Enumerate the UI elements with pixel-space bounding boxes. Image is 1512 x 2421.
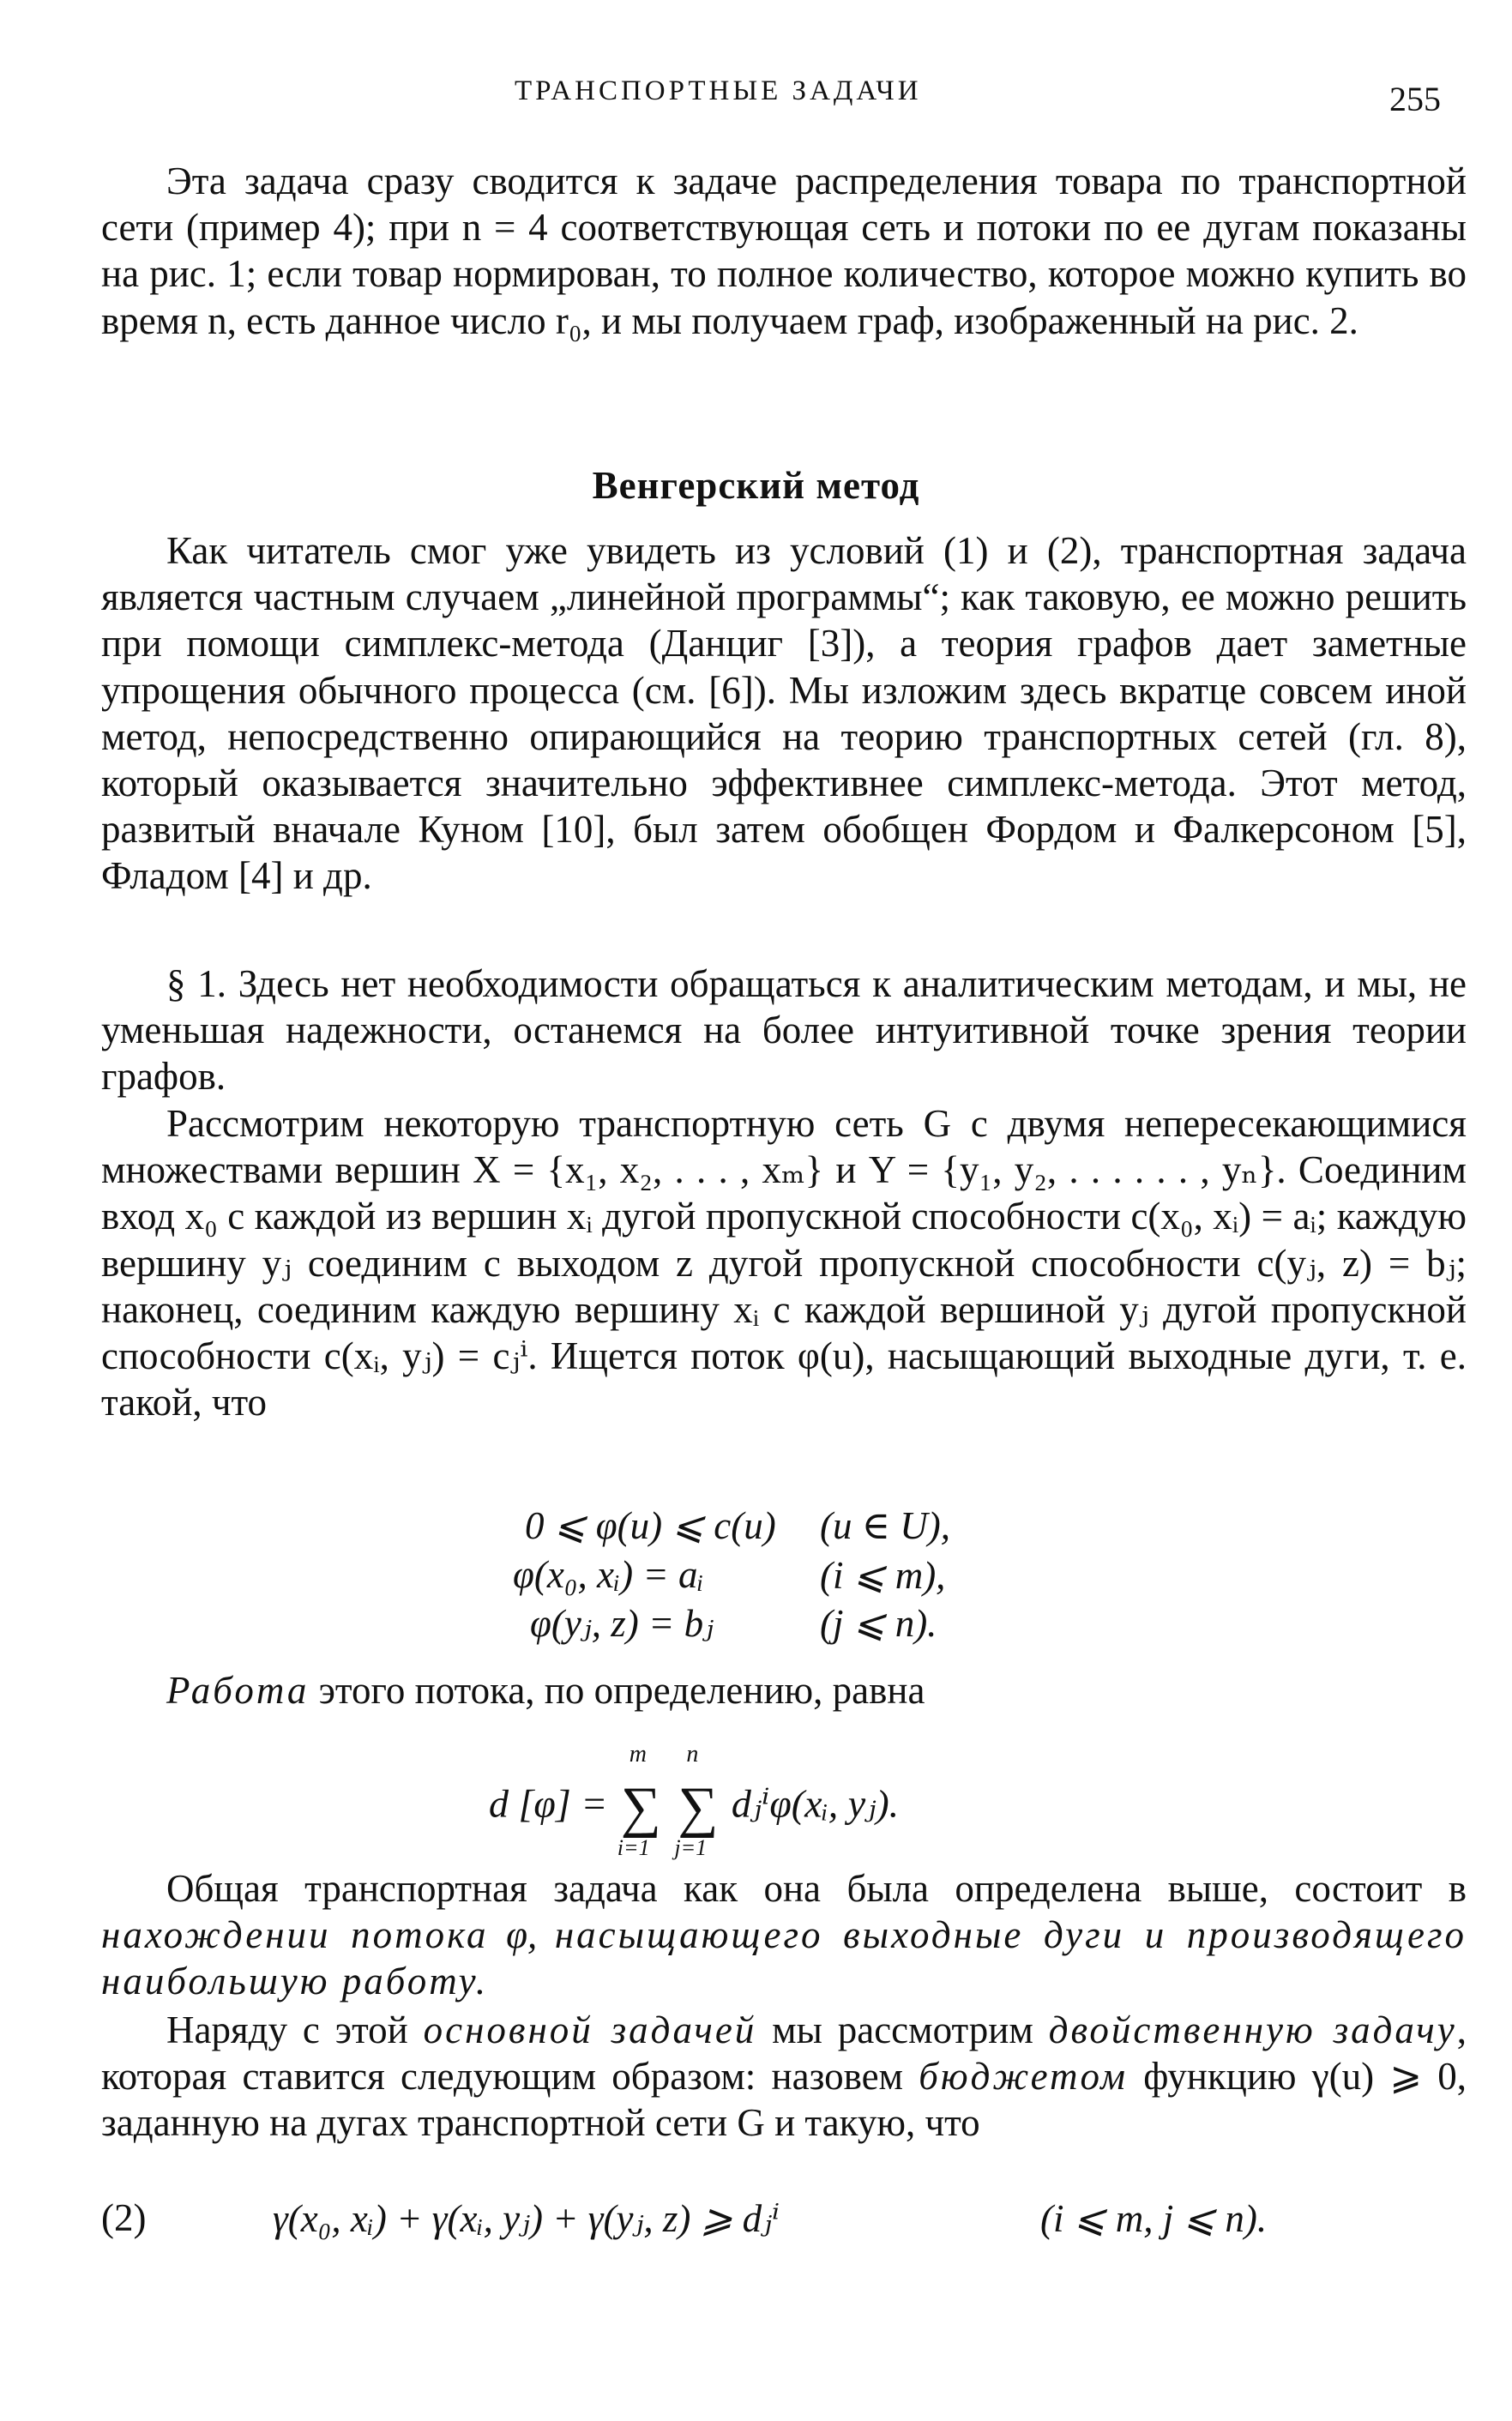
- general-text-mid: φ,: [488, 1913, 555, 1957]
- constraint-expr: φ(yⱼ, z) = bⱼ: [530, 1602, 714, 1645]
- equation-expr: γ(x₀, xᵢ) + γ(xᵢ, yⱼ) + γ(yⱼ, z) ⩾ dⱼⁱ: [273, 2197, 780, 2240]
- dual-emphasis-1: основной задачей: [423, 2008, 757, 2051]
- equation-cond: (i ⩽ m, j ⩽ n).: [1040, 2197, 1268, 2240]
- sum-symbol-i: ∑ m i=1: [617, 1741, 661, 1860]
- work-formula-summand: dⱼⁱφ(xᵢ, yⱼ).: [731, 1781, 900, 1826]
- network-paragraph: Рассмотрим некоторую транспортную сеть G с двумя непересекающимися множествами вершин X = {x₁, x₂, . . . , xₘ} и Y = {y₁, y₂, . . . . . . , yₙ}. Соединим вход x₀ с каждой из вершин xᵢ дугой пропускной способности c(x₀, xᵢ) = aᵢ; каждую вершину yⱼ соединим с выходом z дугой пропускной способности c(yⱼ, z) = bⱼ; наконец, соединим каждую вершину xᵢ с каждой вершиной yⱼ дугой пропускной способности c(xᵢ, yⱼ) = cⱼⁱ. Ищется поток φ(u), насыщающий выходные дуги, т. е. такой, что: [101, 1102, 1467, 1424]
- running-head: ТРАНСПОРТНЫЕ ЗАДАЧИ: [515, 75, 922, 106]
- dual-text-3: , которая ставится следующим образом: назовем: [101, 2008, 1467, 2099]
- sum-lower-limit: i=1: [617, 1835, 650, 1860]
- work-formula: [489, 1741, 900, 1860]
- constraint-expr: φ(x₀, xᵢ) = aᵢ: [513, 1553, 704, 1596]
- work-intro-text: этого потока, по определению, равна: [309, 1669, 925, 1712]
- work-term: Работа: [166, 1669, 310, 1712]
- general-text-start: Общая транспортная задача как она была определена выше, состоит в: [166, 1867, 1467, 1910]
- dual-text-4: функцию γ(u) ⩾ 0, заданную на дугах транспортной сети G и такую, что: [101, 2055, 1467, 2145]
- work-definition-line: [101, 1667, 1467, 1713]
- work-formula-lhs: d [φ] =: [489, 1781, 608, 1826]
- constraint-cond: (j ⩽ n).: [820, 1602, 937, 1645]
- constraint-expr: 0 ⩽ φ(u) ⩽ c(u): [525, 1504, 776, 1547]
- constraint-cond: (u ∈ U),: [820, 1504, 951, 1547]
- constraint-row: [513, 1552, 946, 1597]
- section-1-paragraph: § 1. Здесь нет необходимости обращаться к аналитическим методам, и мы, не уменьшая надежности, останемся на более интуитивной точке зрения теории графов.: [101, 962, 1467, 1099]
- constraint-row: [530, 1600, 937, 1646]
- sum-upper-limit: m: [629, 1741, 648, 1768]
- sum-lower-limit: j=1: [674, 1835, 708, 1860]
- intro-paragraph: Эта задача сразу сводится к задаче распределения товара по транспортной сети (пример 4); при n = 4 соответствующая сеть и потоки по ее дугам показаны на рис. 1; если товар нормирован, то полное количество, которое можно купить во время n, есть данное число r₀, и мы получаем граф, изображенный на рис. 2.: [101, 160, 1467, 342]
- general-emphasis-1: нахождении потока: [101, 1913, 489, 1957]
- page-number: 255: [1389, 80, 1441, 118]
- dual-problem-paragraph: [101, 2007, 1467, 2147]
- section-heading: Венгерский метод: [592, 464, 920, 507]
- sum-upper-limit: n: [686, 1741, 699, 1768]
- method-paragraph: Как читатель смог уже увидеть из условий (1) и (2), транспортная задача является частным случаем „линейной программы“; как таковую, ее можно решить при помощи симплекс-метода (Данциг [3]), а теория графов дает заметные упрощения обычного процесса (см. [6]). Мы изложим здесь вкратце совсем иной метод, непосредственно опирающийся на теорию транспортных сетей (гл. 8), который оказывается значительно эффективнее симплекс-метода. Этот метод, развитый вначале Куном [10], был затем обобщен Фордом и Фалкерсоном [5], Фладом [4] и др.: [101, 529, 1467, 898]
- equation-label: (2): [101, 2196, 147, 2239]
- dual-text-1: Наряду с этой: [166, 2008, 424, 2051]
- constraint-row: [525, 1503, 951, 1548]
- dual-text-2: мы рассмотрим: [756, 2008, 1049, 2051]
- general-emphasis-2: насыщающего выходные дуги и производящего наибольшую работу.: [101, 1913, 1467, 2003]
- dual-emphasis-2: двойственную задачу: [1048, 2008, 1457, 2051]
- constraint-cond: (i ⩽ m),: [820, 1554, 946, 1597]
- dual-emphasis-3: бюджетом: [919, 2055, 1129, 2099]
- general-problem-paragraph: [101, 1865, 1467, 2005]
- equation-2: [101, 2195, 1467, 2240]
- sum-symbol-j: ∑ n j=1: [674, 1741, 719, 1860]
